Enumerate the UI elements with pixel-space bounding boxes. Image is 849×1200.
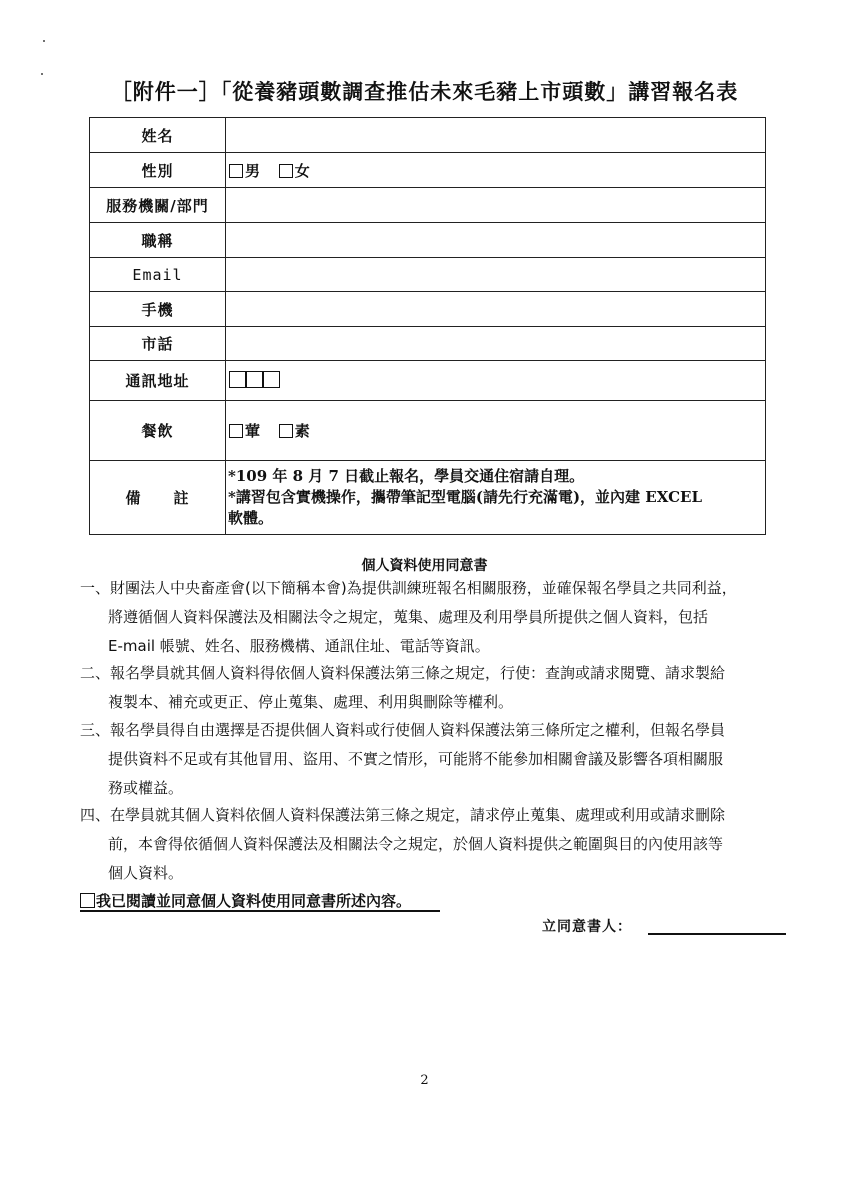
consent-clause-2 (80, 659, 795, 717)
gender-female-label: 女 (294, 161, 310, 180)
note-line: *講習包含實機操作，攜帶筆記型電腦(請先行充滿電)，並內建 EXCEL (228, 488, 702, 506)
scan-speck (41, 73, 43, 75)
clause-line: 將遵循個人資料保護法及相關法令之規定，蒐集、處理及利用學員所提供之個人資料，包括 (108, 608, 709, 626)
form-row-meal (90, 401, 766, 461)
meal-options (226, 401, 766, 461)
clause-line: E-mail 帳號、姓名、服務機構、通訊住址、電話等資訊。 (108, 637, 490, 655)
mobile-label: 手機 (90, 292, 226, 327)
name-label: 姓名 (90, 118, 226, 153)
mobile-field[interactable] (226, 292, 766, 327)
postal-code-box[interactable] (263, 371, 280, 388)
gender-option-male[interactable] (229, 160, 260, 181)
form-row-phone (90, 327, 766, 361)
note-line: 軟體。 (228, 509, 274, 527)
meal-label: 餐飲 (90, 401, 226, 461)
gender-male-label: 男 (245, 161, 261, 180)
note-line: *109 年 8 月 7 日截止報名，學員交通住宿請自理。 (228, 467, 585, 485)
clause-line: 務或權益。 (108, 779, 184, 797)
signer-label: 立同意書人： (542, 919, 632, 935)
checkbox-icon[interactable] (279, 164, 293, 178)
checkbox-icon[interactable] (229, 424, 243, 438)
name-field[interactable] (226, 118, 766, 153)
page-number: 2 (420, 1073, 429, 1088)
form-row-org (90, 188, 766, 223)
address-label: 通訊地址 (90, 361, 226, 401)
meal-option-veg[interactable] (279, 420, 310, 441)
postal-code-box[interactable] (229, 371, 246, 388)
org-field[interactable] (226, 188, 766, 223)
checkbox-icon[interactable] (279, 424, 293, 438)
meal-meat-label: 葷 (245, 422, 261, 440)
form-row-job-title (90, 223, 766, 258)
scan-speck (43, 40, 45, 42)
gender-label: 性別 (90, 153, 226, 188)
form-row-mobile (90, 292, 766, 327)
consent-clause-1 (80, 574, 795, 661)
gender-options (226, 153, 766, 188)
clause-line: 二、報名學員就其個人資料得依個人資料保護法第三條之規定，行使：查詢或請求閱覽、請求製給 (80, 664, 726, 682)
email-label: Email (90, 258, 226, 292)
registration-form-table (89, 117, 766, 535)
phone-field[interactable] (226, 327, 766, 361)
clause-line: 四、在學員就其個人資料依個人資料保護法第三條之規定，請求停止蒐集、處理或利用或請求刪除 (80, 806, 726, 824)
meal-option-meat[interactable] (229, 420, 260, 441)
agree-checkbox-row[interactable] (80, 890, 411, 911)
clause-line: 個人資料。 (108, 864, 184, 882)
form-row-notes (90, 461, 766, 535)
consent-title: 個人資料使用同意書 (361, 558, 488, 574)
clause-line: 複製本、補充或更正、停止蒐集、處理、利用與刪除等權利。 (108, 693, 514, 711)
email-field[interactable] (226, 258, 766, 292)
gender-option-female[interactable] (279, 160, 310, 181)
clause-line: 提供資料不足或有其他冒用、盜用、不實之情形，可能將不能參加相關會議及影響各項相關服 (108, 750, 724, 768)
job-title-label: 職稱 (90, 223, 226, 258)
consent-clause-4 (80, 801, 795, 888)
page-title: ［附件一］「從養豬頭數調查推估未來毛豬上市頭數」講習報名表 (110, 79, 739, 104)
signature-line[interactable] (648, 933, 786, 935)
checkbox-icon[interactable] (229, 164, 243, 178)
postal-code-box[interactable] (246, 371, 263, 388)
address-field[interactable] (226, 361, 766, 401)
notes-label: 備 註 (90, 461, 226, 535)
clause-line: 前，本會得依循個人資料保護法及相關法令之規定，於個人資料提供之範圍與目的內使用該等 (108, 835, 724, 853)
clause-line: 一、財團法人中央畜產會(以下簡稱本會)為提供訓練班報名相關服務，並確保報名學員之共同利益， (80, 579, 737, 597)
agree-underline (80, 910, 440, 912)
clause-line: 三、報名學員得自由選擇是否提供個人資料或行使個人資料保護法第三條所定之權利，但報名學員 (80, 721, 726, 739)
job-title-field[interactable] (226, 223, 766, 258)
form-row-address (90, 361, 766, 401)
org-label: 服務機關/部門 (90, 188, 226, 223)
meal-veg-label: 素 (294, 422, 310, 440)
agree-checkbox[interactable] (80, 893, 95, 908)
form-row-gender (90, 153, 766, 188)
consent-clause-3 (80, 716, 795, 803)
notes-content (226, 461, 766, 535)
phone-label: 市話 (90, 327, 226, 361)
form-row-email (90, 258, 766, 292)
postal-code-boxes (229, 372, 280, 390)
agree-text: 我已閱讀並同意個人資料使用同意書所述內容。 (96, 892, 412, 910)
form-row-name (90, 118, 766, 153)
